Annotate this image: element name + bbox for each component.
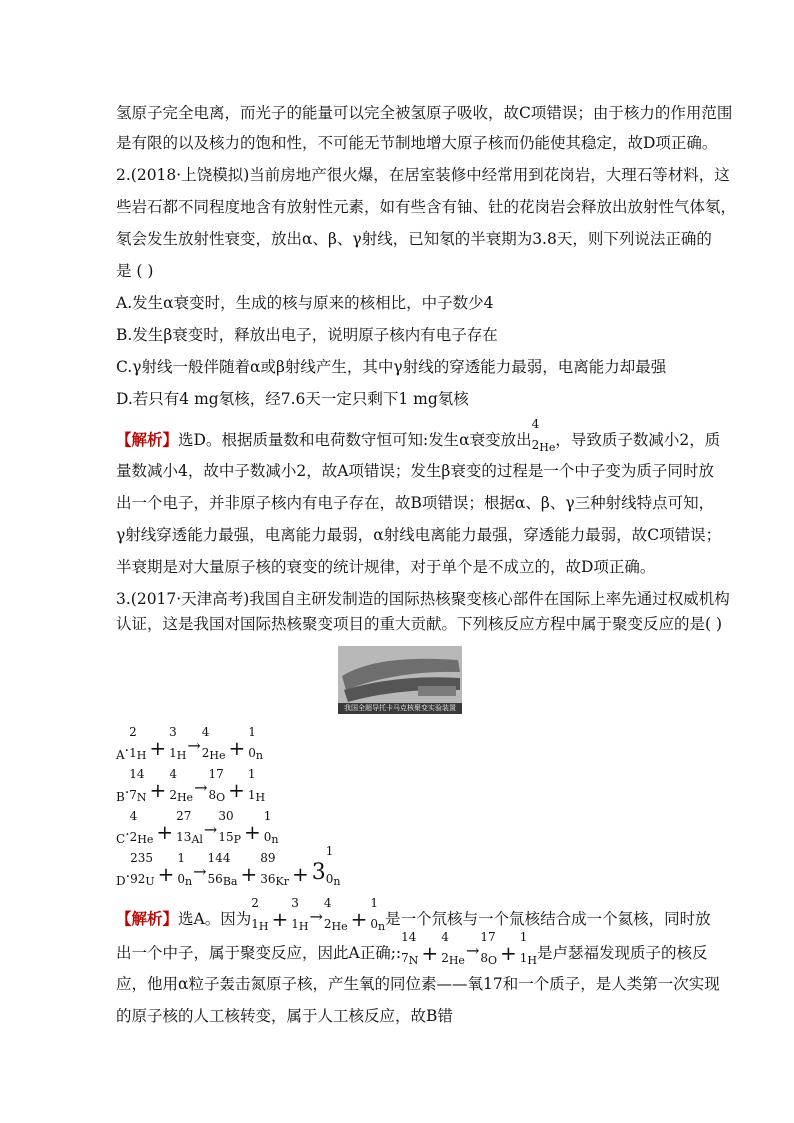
option-a-formula [116, 725, 264, 762]
element-symbol: O [216, 791, 226, 804]
plus-sign: + [292, 862, 309, 886]
analysis-tag: 【解析】 [116, 430, 179, 449]
atomic-number: 1 [129, 746, 137, 760]
mass-number: 1 [248, 725, 256, 739]
atomic-number: 56 [207, 872, 223, 886]
nuclide [129, 767, 147, 804]
mass-number: 14 [401, 930, 417, 944]
photo-caption: 我国全超导托卡马克核聚变实验装置 [338, 703, 462, 714]
analysis-text: 选D。根据质量数和电荷数守恒可知:发生α衰变放出 [178, 431, 532, 449]
nuclide [311, 844, 341, 888]
question-3-stem: 认证，这是我国对国际热核聚变项目的重大贡献。下列核反应方程中属于聚变反应的是( ) [116, 615, 723, 633]
element-symbol: P [233, 833, 241, 846]
analysis-text: ，导致质子数减小2，质 [555, 431, 721, 449]
mass-number: 2 [129, 725, 137, 739]
element-symbol: O [487, 954, 498, 967]
option-b-formula [116, 767, 266, 804]
nuclide [129, 809, 154, 846]
option-d: D.若只有4 mg氡核，经7.6天一定只剩下1 mg氡核 [116, 390, 469, 408]
mass-number: 4 [441, 930, 449, 944]
atomic-number: 0 [325, 872, 334, 886]
option-label: C [116, 832, 126, 846]
element-symbol: He [209, 749, 226, 762]
atomic-number: 1 [251, 917, 259, 931]
mass-number: 3 [169, 725, 177, 739]
nuclide [208, 767, 226, 804]
mass-number: 4 [129, 809, 138, 823]
label-dot: · [124, 743, 130, 759]
element-symbol: Al [191, 833, 203, 846]
analysis-1-line: 量数减小4，故中子数减小2，故A项错误；发生β衰变的过程是一个中子变为质子同时放 [116, 462, 714, 480]
nuclide [177, 851, 193, 888]
element-symbol: N [408, 954, 419, 967]
plus-sign: + [350, 907, 368, 931]
nuclide [169, 725, 187, 762]
text-line: 是 ( ) [116, 262, 154, 280]
arrow-sign: → [309, 907, 323, 926]
element-symbol: H [258, 920, 269, 933]
nuclide [401, 930, 419, 967]
analysis-text: 出一个中子，属于聚变反应，因此A正确; [116, 944, 396, 962]
nuclide [247, 767, 266, 804]
nuclide [169, 767, 194, 804]
mass-number: 89 [260, 851, 276, 865]
mass-number: 4 [201, 725, 210, 739]
analysis-1-line [116, 417, 721, 454]
element-symbol: N [136, 791, 147, 804]
element-symbol: He [331, 920, 348, 933]
atomic-number: 1 [519, 951, 528, 965]
plus-sign: + [228, 736, 246, 760]
mass-number: 1 [177, 851, 186, 865]
plus-sign: + [421, 941, 439, 965]
nuclide [251, 896, 269, 933]
mass-number: 1 [247, 767, 256, 781]
atomic-number: 92 [130, 872, 146, 886]
element-symbol: He [137, 833, 154, 846]
element-symbol: H [527, 954, 538, 967]
mass-number: 27 [176, 809, 192, 823]
atomic-number: 0 [177, 872, 186, 886]
nuclide [480, 930, 498, 967]
atomic-number: 2 [129, 830, 138, 844]
element-symbol: H [176, 749, 187, 762]
atomic-number: 8 [208, 788, 217, 802]
nuclide [370, 896, 386, 933]
analysis-tag: 【解析】 [116, 909, 179, 928]
analysis-text: 是一个氘核与一个氚核结合成一个氦核，同时放 [385, 910, 711, 928]
plus-sign: + [271, 907, 289, 931]
atomic-number: 0 [263, 830, 272, 844]
analysis-1-line: γ射线穿透能力最强，电离能力最弱，α射线电离能力最强，穿透能力最弱，故C项错误； [116, 526, 722, 544]
label-dot: · [125, 869, 131, 885]
nuclide [323, 896, 348, 933]
nuclide [291, 896, 309, 933]
arrow-sign: → [187, 736, 201, 755]
analysis-text: 是卢瑟福发现质子的核反 [537, 944, 708, 962]
text-line: 氡会发生放射性衰变，放出α、β、γ射线，已知氡的半衰期为3.8天，则下列说法正确的 [116, 230, 712, 248]
mass-number: 17 [480, 930, 496, 944]
nuclide [201, 725, 226, 762]
mass-number: 14 [129, 767, 145, 781]
analysis-2-line [116, 930, 708, 967]
option-b: B.发生β衰变时，释放出电子，说明原子核内有电子存在 [116, 326, 498, 344]
analysis-1-line: 半衰期是对大量原子核的衰变的统计规律，对于单个是不成立的，故D项正确。 [116, 558, 656, 576]
mass-number: 235 [130, 851, 153, 865]
arrow-sign: → [465, 941, 480, 960]
atomic-number: 2 [323, 917, 332, 931]
nuclide [218, 809, 241, 846]
arrow-sign: → [194, 778, 208, 797]
inline-equation-b [395, 930, 538, 967]
nuclide [441, 930, 465, 967]
option-label: B [116, 790, 125, 804]
label-dot: · [125, 827, 130, 843]
question-2-stem: 2.(2018·上饶模拟)当前房地产很火爆，在居室装修中经常用到花岗岩，大理石等材料，这 [116, 166, 730, 184]
mass-number: 1 [263, 809, 272, 823]
element-symbol: He [176, 791, 194, 804]
atomic-number: 15 [218, 830, 234, 844]
atomic-number: 1 [247, 788, 256, 802]
mass-number: 4 [323, 896, 332, 910]
colon: : [395, 944, 402, 962]
nuclide [263, 809, 279, 846]
question-3-stem: 3.(2017·天津高考)我国自主研发制造的国际热核聚变核心部件在国际上率先通过权威机构 [116, 590, 730, 608]
element-symbol: H [136, 749, 147, 762]
mass-number: 17 [208, 767, 224, 781]
plus-sign: + [500, 941, 517, 965]
text-line: 是有限的以及核力的饱和性，不可能无节制地增大原子核而仍能使其稳定，故D项正确。 [116, 134, 718, 152]
option-label: D [116, 874, 126, 888]
analysis-2-line: 的原子核的人工核转变，属于人工核反应，故B错 [116, 1007, 453, 1025]
nuclide [176, 809, 203, 846]
inline-equation-a [251, 896, 386, 933]
fusion-device-photo [338, 646, 462, 714]
label-dot: · [124, 785, 130, 801]
nuclide [130, 851, 155, 888]
analysis-1-line: 出一个电子，并非原子核内有电子存在，故B项错误；根据α、β、γ三种射线特点可知， [116, 494, 715, 512]
coefficient: 3 [311, 860, 326, 885]
option-a: A.发生α衰变时，生成的核与原来的核相比，中子数少4 [116, 294, 494, 312]
mass-number: 2 [251, 896, 259, 910]
element-symbol: n [378, 920, 386, 933]
element-symbol: n [271, 833, 279, 846]
nuclide [248, 725, 264, 762]
atomic-number: 36 [260, 872, 276, 886]
atomic-number: 0 [370, 917, 379, 931]
plus-sign: + [149, 778, 167, 802]
analysis-text: 选A。因为 [178, 910, 252, 928]
nuclide [519, 930, 538, 967]
nuclide [207, 851, 238, 888]
nuclide-he: 4 $_{2He}$ [531, 417, 556, 454]
mass-number: 30 [218, 809, 234, 823]
atomic-number: 2 [441, 951, 449, 965]
element-symbol: n [255, 749, 264, 762]
element-symbol: Kr [275, 875, 290, 888]
option-d-formula [116, 844, 341, 888]
atomic-number: 13 [176, 830, 192, 844]
nuclide [260, 851, 290, 888]
element-symbol: H [298, 920, 309, 933]
option-label: A [116, 748, 125, 762]
mass-number: 1 [370, 896, 379, 910]
element-symbol: n [185, 875, 193, 888]
text-line: 些岩石都不同程度地含有放射性元素，如有些含有铀、钍的花岗岩会释放出放射性气体氡， [116, 198, 737, 216]
plus-sign: + [244, 820, 261, 844]
element-symbol: H [255, 791, 266, 804]
option-c-formula [116, 809, 279, 846]
arrow-sign: → [193, 862, 207, 881]
atomic-number: 0 [248, 746, 256, 760]
atomic-number: 8 [480, 951, 488, 965]
atomic-number: 7 [129, 788, 137, 802]
mass-number: 4 [169, 767, 177, 781]
atomic-number: 2 [169, 788, 177, 802]
arrow-sign: → [203, 820, 218, 839]
atomic-number: 1 [169, 746, 177, 760]
element-symbol: n [333, 875, 341, 888]
plus-sign: + [157, 862, 175, 886]
plus-sign: + [149, 736, 167, 760]
atomic-number: 7 [401, 951, 409, 965]
plus-sign: + [240, 862, 258, 886]
element-symbol: Ba [222, 875, 238, 888]
option-c: C.γ射线一般伴随着α或β射线产生，其中γ射线的穿透能力最弱，电离能力却最强 [116, 358, 667, 376]
mass-number: 144 [207, 851, 231, 865]
atomic-number: 2 [201, 746, 210, 760]
mass-number: 3 [291, 896, 299, 910]
element-symbol: U [145, 875, 155, 888]
plus-sign: + [228, 778, 245, 802]
atomic-number: 1 [291, 917, 299, 931]
element-symbol: He [448, 954, 465, 967]
mass-number: 1 [519, 930, 528, 944]
analysis-2-line: 应，他用α粒子轰击氮原子核，产生氧的同位素——氧17和一个质子，是人类第一次实现 [116, 975, 720, 993]
mass-number: 1 [325, 844, 334, 858]
nuclide [129, 725, 147, 762]
plus-sign: + [156, 820, 174, 844]
text-line: 氢原子完全电离，而光子的能量可以完全被氢原子吸收，故C项错误；由于核力的作用范围 [116, 104, 733, 122]
